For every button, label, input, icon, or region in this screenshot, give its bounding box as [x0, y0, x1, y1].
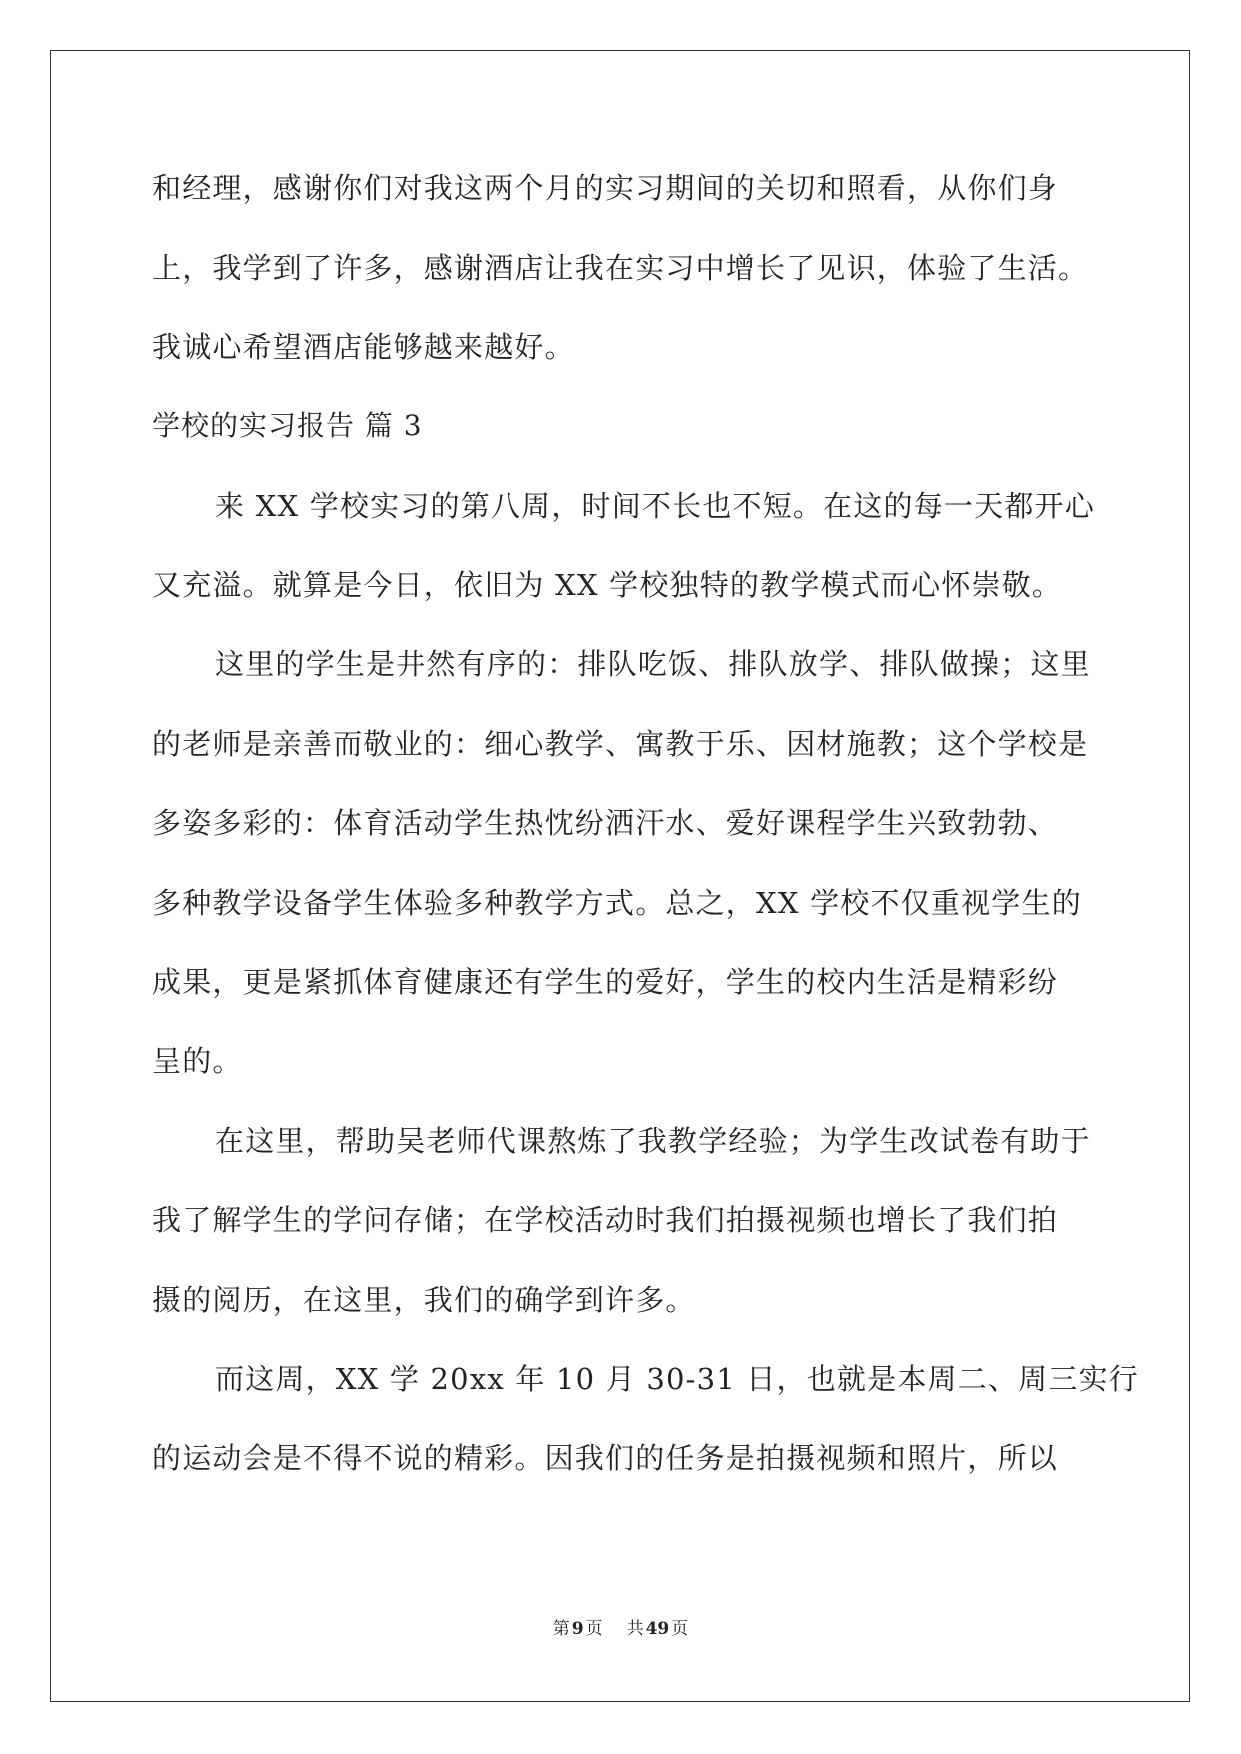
body-line: 的老师是亲善而敬业的：细心教学、寓教于乐、因材施教；这个学校是 — [152, 727, 1089, 761]
body-line: 我诚心希望酒店能够越来越好。 — [152, 330, 575, 364]
page-prefix: 第 — [552, 1619, 570, 1639]
total-suffix: 页 — [671, 1619, 689, 1639]
page-number: 9 — [571, 1619, 584, 1639]
body-line: 又充溢。就算是今日，依旧为 XX 学校独特的教学模式而心怀崇敬。 — [152, 568, 1063, 602]
body-line: 多种教学设备学生体验多种教学方式。总之，XX 学校不仅重视学生的 — [152, 886, 1082, 920]
body-line: 这里的学生是井然有序的：排队吃饭、排队放学、排队做操；这里 — [215, 647, 1091, 681]
body-line: 摄的阅历，在这里，我们的确学到许多。 — [152, 1283, 696, 1317]
body-line: 我了解学生的学问存储；在学校活动时我们拍摄视频也增长了我们拍 — [152, 1203, 1059, 1237]
body-line: 来 XX 学校实习的第八周，时间不长也不短。在这的每一天都开心 — [215, 489, 1095, 523]
page-footer — [0, 1618, 1241, 1640]
body-line: 的运动会是不得不说的精彩。因我们的任务是拍摄视频和照片，所以 — [152, 1441, 1059, 1475]
section-heading: 学校的实习报告 篇 3 — [152, 409, 423, 442]
body-line: 而这周，XX 学 20xx 年 10 月 30-31 日，也就是本周二、周三实行 — [215, 1362, 1139, 1396]
page-suffix: 页 — [585, 1619, 603, 1639]
body-line: 呈的。 — [152, 1044, 243, 1078]
body-line: 上，我学到了许多，感谢酒店让我在实习中增长了见识，体验了生活。 — [152, 251, 1089, 285]
body-line: 成果，更是紧抓体育健康还有学生的爱好，学生的校内生活是精彩纷 — [152, 965, 1059, 999]
total-pages: 49 — [645, 1619, 670, 1639]
body-line: 和经理，感谢你们对我这两个月的实习期间的关切和照看，从你们身 — [152, 171, 1059, 205]
total-prefix: 共 — [626, 1619, 644, 1639]
body-line: 多姿多彩的：体育活动学生热忱纷洒汗水、爱好课程学生兴致勃勃、 — [152, 806, 1059, 840]
body-line: 在这里，帮助吴老师代课熬炼了我教学经验；为学生改试卷有助于 — [215, 1124, 1091, 1158]
